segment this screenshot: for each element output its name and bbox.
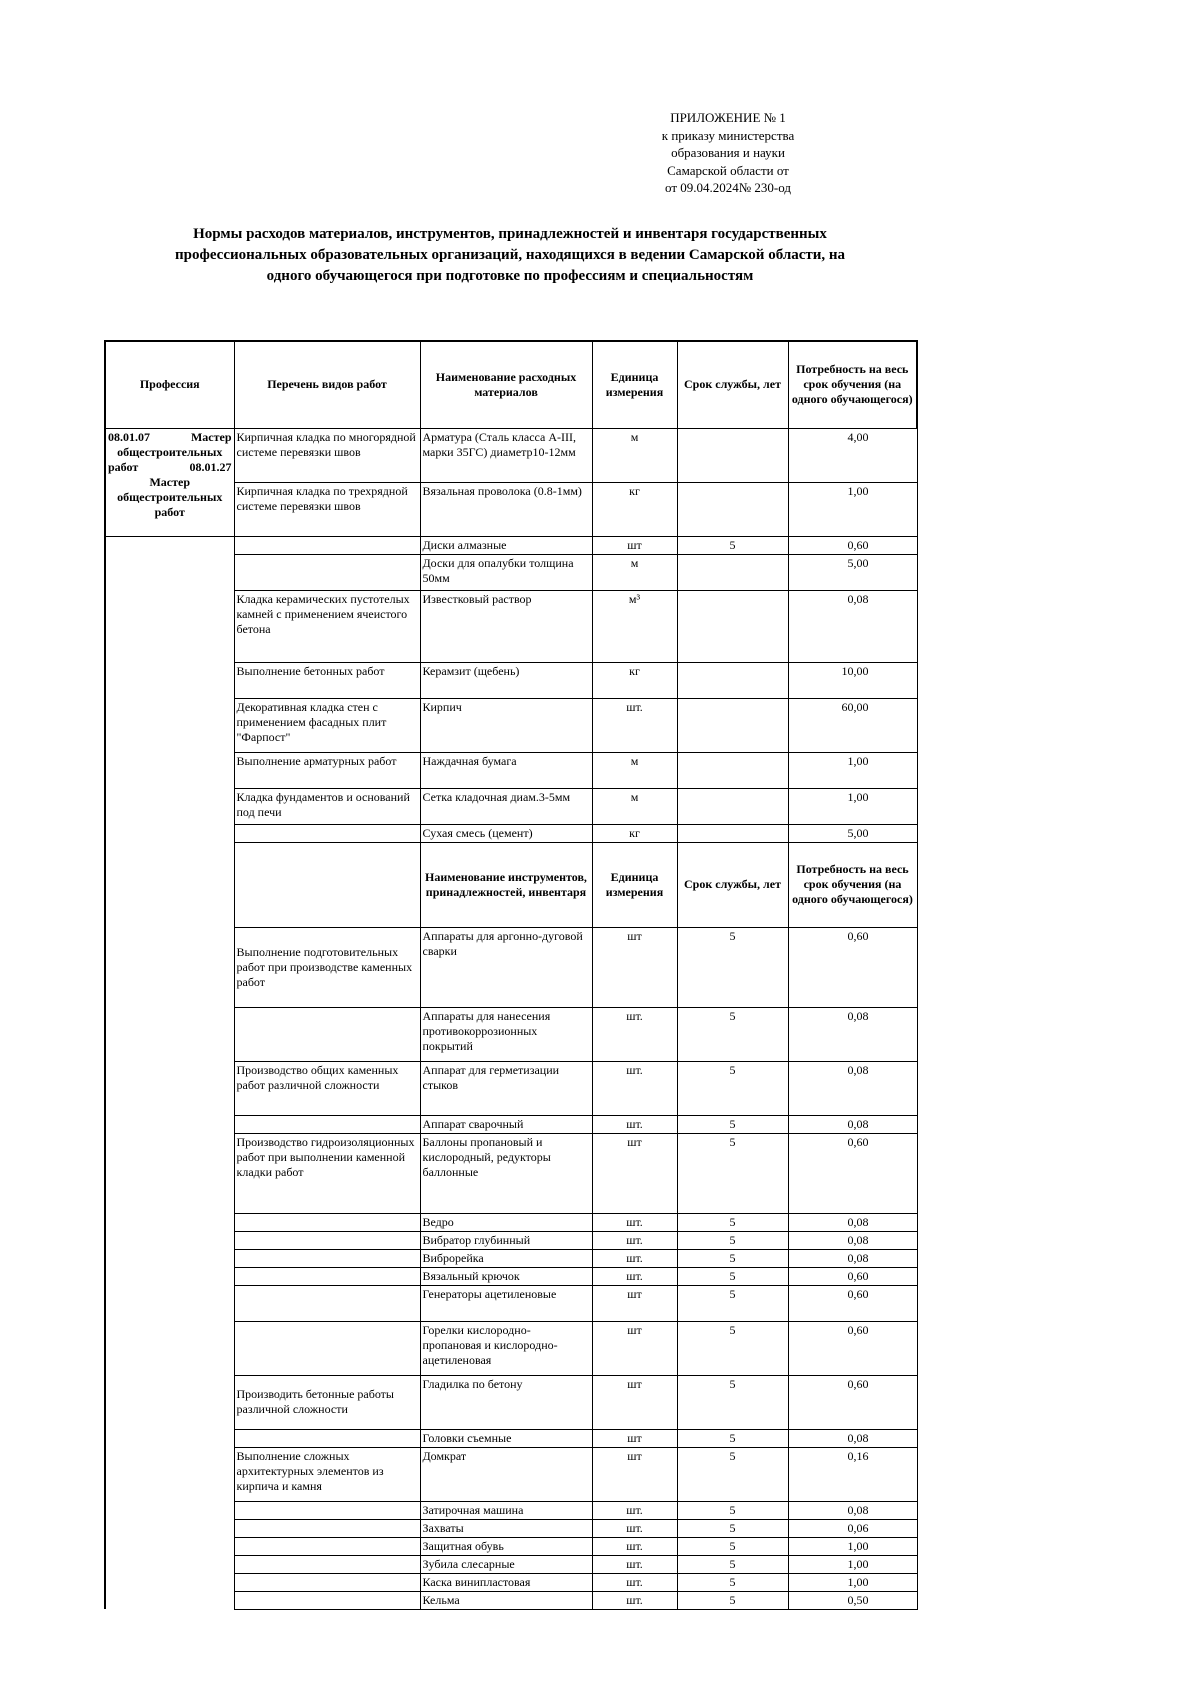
header-service-life: Срок службы, лет — [677, 842, 788, 927]
material-name-cell: Керамзит (щебень) — [420, 662, 592, 698]
appendix-line: к приказу министерства — [661, 127, 795, 143]
need-cell: 60,00 — [788, 698, 917, 752]
need-cell: 0,08 — [788, 1249, 917, 1267]
tool-name-cell: Горелки кислородно-пропановая и кислородно-ацетиленовая — [420, 1321, 592, 1375]
need-cell: 0,08 — [788, 1007, 917, 1061]
need-cell: 0,08 — [788, 590, 917, 662]
profession-cell-empty — [105, 1537, 234, 1555]
unit-cell: шт. — [592, 1573, 677, 1591]
work-cell — [234, 1231, 420, 1249]
work-cell — [234, 1007, 420, 1061]
work-cell: Кирпичная кладка по трехрядной системе перевязки швов — [234, 482, 420, 536]
profession-cell-empty — [105, 1447, 234, 1501]
profession-line — [108, 475, 232, 490]
header-profession: Профессия — [105, 341, 234, 428]
service-life-cell: 5 — [677, 1537, 788, 1555]
profession-line — [108, 460, 232, 475]
tool-name-cell: Ведро — [420, 1213, 592, 1231]
profession-cell-empty — [105, 927, 234, 1007]
profession-text: 08.01.27 — [189, 459, 232, 474]
work-cell — [234, 1321, 420, 1375]
tools-row — [105, 1429, 917, 1447]
service-life-cell: 5 — [677, 536, 788, 554]
tools-row — [105, 1061, 917, 1115]
work-cell: Выполнение подготовительных работ при производстве каменных работ — [234, 927, 420, 1007]
tools-row — [105, 1519, 917, 1537]
work-cell — [234, 1285, 420, 1321]
unit-cell: шт. — [592, 1249, 677, 1267]
unit-cell: м — [592, 788, 677, 824]
service-life-cell — [677, 752, 788, 788]
header-materials-name: Наименование расходных материалов — [420, 341, 592, 428]
profession-cell-empty — [105, 1133, 234, 1213]
service-life-cell: 5 — [677, 1447, 788, 1501]
material-name-cell: Арматура (Сталь класса А-III, марки 35ГС) диаметр10-12мм — [420, 428, 592, 482]
need-cell: 0,60 — [788, 1267, 917, 1285]
work-cell: Кладка керамических пустотелых камней с применением ячеистого бетона — [234, 590, 420, 662]
service-life-cell: 5 — [677, 1213, 788, 1231]
need-cell: 5,00 — [788, 824, 917, 842]
tools-row — [105, 1321, 917, 1375]
work-cell: Кладка фундаментов и оснований под печи — [234, 788, 420, 824]
tool-name-cell: Аппараты для аргонно-дуговой сварки — [420, 927, 592, 1007]
tools-row — [105, 1285, 917, 1321]
need-cell: 0,06 — [788, 1519, 917, 1537]
unit-cell: м³ — [592, 590, 677, 662]
unit-cell: шт — [592, 1133, 677, 1213]
profession-text: общестроительных — [117, 444, 223, 459]
norms-table-body — [105, 341, 917, 1609]
tool-name-cell: Виброрейка — [420, 1249, 592, 1267]
materials-row — [105, 662, 917, 698]
need-cell: 0,08 — [788, 1213, 917, 1231]
work-cell — [234, 1249, 420, 1267]
profession-cell-empty — [105, 1061, 234, 1115]
work-cell: Кирпичная кладка по многорядной системе перевязки швов — [234, 428, 420, 482]
unit-cell: шт. — [592, 1007, 677, 1061]
need-cell: 0,08 — [788, 1429, 917, 1447]
profession-text: Мастер — [190, 429, 232, 444]
profession-text: работ — [108, 459, 139, 474]
materials-row — [105, 824, 917, 842]
material-name-cell: Известковый раствор — [420, 590, 592, 662]
materials-row — [105, 590, 917, 662]
profession-cell-empty — [105, 1213, 234, 1231]
unit-cell: шт — [592, 1375, 677, 1429]
tools-row — [105, 1573, 917, 1591]
profession-line — [108, 445, 232, 460]
work-cell: Производство общих каменных работ различной сложности — [234, 1061, 420, 1115]
need-cell: 1,00 — [788, 788, 917, 824]
header-need: Потребность на весь срок обучения (на одного обучающегося) — [788, 842, 917, 927]
tool-name-cell: Вязальный крючок — [420, 1267, 592, 1285]
service-life-cell: 5 — [677, 1573, 788, 1591]
material-name-cell: Диски алмазные — [420, 536, 592, 554]
tools-row — [105, 927, 917, 1007]
tool-name-cell: Каска винипластовая — [420, 1573, 592, 1591]
profession-text: 08.01.07 — [108, 429, 150, 444]
header-tools-name: Наименование инструментов, принадлежностей, инвентаря — [420, 842, 592, 927]
need-cell: 1,00 — [788, 752, 917, 788]
work-cell — [234, 1429, 420, 1447]
unit-cell: шт. — [592, 1267, 677, 1285]
work-cell: Производить бетонные работы различной сложности — [234, 1375, 420, 1429]
work-cell: Выполнение сложных архитектурных элементов из кирпича и камня — [234, 1447, 420, 1501]
unit-cell: шт — [592, 927, 677, 1007]
unit-cell: шт. — [592, 1115, 677, 1133]
need-cell: 0,60 — [788, 1375, 917, 1429]
service-life-cell: 5 — [677, 1591, 788, 1609]
document-title-line: одного обучающегося при подготовке по профессиям и специальностям — [266, 268, 754, 284]
tools-row — [105, 1591, 917, 1609]
work-cell: Выполнение бетонных работ — [234, 662, 420, 698]
unit-cell: кг — [592, 482, 677, 536]
profession-cell-empty — [105, 1231, 234, 1249]
profession-line — [108, 430, 232, 445]
unit-cell: шт. — [592, 1501, 677, 1519]
header-need: Потребность на весь срок обучения (на одного обучающегося) — [788, 341, 917, 428]
profession-text: работ — [154, 504, 185, 519]
service-life-cell: 5 — [677, 1501, 788, 1519]
materials-row — [105, 752, 917, 788]
profession-cell-empty — [105, 788, 234, 824]
service-life-cell: 5 — [677, 1375, 788, 1429]
need-cell: 1,00 — [788, 1555, 917, 1573]
tool-name-cell: Затирочная машина — [420, 1501, 592, 1519]
profession-cell-empty — [105, 1501, 234, 1519]
tool-name-cell: Баллоны пропановый и кислородный, редукторы баллонные — [420, 1133, 592, 1213]
document-title — [90, 224, 930, 287]
header-service-life: Срок службы, лет — [677, 341, 788, 428]
service-life-cell: 5 — [677, 1133, 788, 1213]
service-life-cell — [677, 824, 788, 842]
unit-cell: кг — [592, 662, 677, 698]
profession-cell-empty — [105, 752, 234, 788]
need-cell: 0,60 — [788, 1321, 917, 1375]
work-cell — [234, 1537, 420, 1555]
tools-row — [105, 1115, 917, 1133]
service-life-cell: 5 — [677, 1007, 788, 1061]
need-cell: 0,08 — [788, 1061, 917, 1115]
service-life-cell: 5 — [677, 1267, 788, 1285]
tools-row — [105, 1375, 917, 1429]
tools-row — [105, 1537, 917, 1555]
tool-name-cell: Головки съемные — [420, 1429, 592, 1447]
need-cell: 0,60 — [788, 927, 917, 1007]
profession-cell-empty — [105, 1115, 234, 1133]
document-title-line: Нормы расходов материалов, инструментов, принадлежностей и инвентаря государственных — [193, 226, 827, 242]
materials-row — [105, 554, 917, 590]
tool-name-cell: Защитная обувь — [420, 1537, 592, 1555]
profession-cell-empty — [105, 1573, 234, 1591]
materials-row — [105, 536, 917, 554]
need-cell: 1,00 — [788, 1573, 917, 1591]
need-cell: 5,00 — [788, 554, 917, 590]
need-cell: 0,50 — [788, 1591, 917, 1609]
materials-row — [105, 698, 917, 752]
tool-name-cell: Аппараты для нанесения противокоррозионных покрытий — [420, 1007, 592, 1061]
header-unit: Единица измерения — [592, 341, 677, 428]
unit-cell: шт. — [592, 1213, 677, 1231]
tools-row — [105, 1249, 917, 1267]
profession-cell-empty — [105, 590, 234, 662]
profession-cell-empty — [105, 1321, 234, 1375]
unit-cell: шт. — [592, 1231, 677, 1249]
profession-cell-empty — [105, 1285, 234, 1321]
profession-cell-empty — [105, 536, 234, 554]
header-unit: Единица измерения — [592, 842, 677, 927]
need-cell: 1,00 — [788, 482, 917, 536]
service-life-cell: 5 — [677, 1061, 788, 1115]
profession-cell-empty — [105, 1375, 234, 1429]
work-cell — [234, 554, 420, 590]
profession-cell-empty — [105, 1519, 234, 1537]
need-cell: 0,08 — [788, 1501, 917, 1519]
unit-cell: шт. — [592, 698, 677, 752]
profession-cell-empty — [105, 1555, 234, 1573]
profession-cell-empty — [105, 824, 234, 842]
profession-line — [108, 490, 232, 505]
material-name-cell: Кирпич — [420, 698, 592, 752]
tools-row — [105, 1231, 917, 1249]
unit-cell: шт. — [592, 1519, 677, 1537]
need-cell: 0,60 — [788, 536, 917, 554]
tools-row — [105, 1007, 917, 1061]
need-cell: 0,08 — [788, 1115, 917, 1133]
profession-cell-empty — [105, 1429, 234, 1447]
profession-cell-empty — [105, 842, 234, 927]
appendix-line: ПРИЛОЖЕНИЕ № 1 — [670, 110, 786, 125]
work-cell — [234, 1267, 420, 1285]
service-life-cell: 5 — [677, 1231, 788, 1249]
work-cell — [234, 1115, 420, 1133]
service-life-cell — [677, 482, 788, 536]
work-cell: Декоративная кладка стен с применением фасадных плит "Фарпост" — [234, 698, 420, 752]
unit-cell: шт — [592, 1447, 677, 1501]
profession-cell-empty — [105, 1267, 234, 1285]
tools-header-row — [105, 842, 917, 927]
tool-name-cell: Вибратор глубинный — [420, 1231, 592, 1249]
profession-line — [108, 505, 232, 520]
material-name-cell: Вязальная проволока (0.8-1мм) — [420, 482, 592, 536]
unit-cell: шт — [592, 1285, 677, 1321]
material-name-cell: Сетка кладочная диам.3-5мм — [420, 788, 592, 824]
tool-name-cell: Гладилка по бетону — [420, 1375, 592, 1429]
profession-cell-empty — [105, 1591, 234, 1609]
service-life-cell: 5 — [677, 1321, 788, 1375]
work-cell — [234, 1501, 420, 1519]
header-works: Перечень видов работ — [234, 341, 420, 428]
appendix-line: образования и науки — [671, 145, 785, 160]
service-life-cell: 5 — [677, 1285, 788, 1321]
materials-row — [105, 428, 917, 482]
appendix-line: от 09.04.2024№ 230-од — [665, 180, 791, 195]
service-life-cell: 5 — [677, 1519, 788, 1537]
unit-cell: м — [592, 554, 677, 590]
tool-name-cell: Кельма — [420, 1591, 592, 1609]
service-life-cell: 5 — [677, 1249, 788, 1267]
profession-text: общестроительных — [117, 489, 223, 504]
tools-row — [105, 1213, 917, 1231]
profession-cell — [105, 428, 234, 536]
document-title-line: профессиональных образовательных организаций, находящихся в ведении Самарской области, на — [174, 247, 846, 263]
profession-cell-empty — [105, 1249, 234, 1267]
service-life-cell: 5 — [677, 1115, 788, 1133]
work-cell — [234, 1573, 420, 1591]
tool-name-cell: Аппарат для герметизации стыков — [420, 1061, 592, 1115]
tools-row — [105, 1555, 917, 1573]
unit-cell: шт — [592, 536, 677, 554]
profession-cell-empty — [105, 662, 234, 698]
unit-cell: шт. — [592, 1061, 677, 1115]
appendix-line: Самарской области от — [667, 162, 789, 178]
tools-row — [105, 1267, 917, 1285]
need-cell: 0,60 — [788, 1285, 917, 1321]
need-cell: 0,60 — [788, 1133, 917, 1213]
profession-cell-empty — [105, 1007, 234, 1061]
unit-cell: шт. — [592, 1591, 677, 1609]
work-cell — [234, 1519, 420, 1537]
tools-row — [105, 1133, 917, 1213]
service-life-cell — [677, 428, 788, 482]
profession-cell-empty — [105, 698, 234, 752]
work-cell: Производство гидроизоляционных работ при выполнении каменной кладки работ — [234, 1133, 420, 1213]
materials-row — [105, 788, 917, 824]
unit-cell: шт. — [592, 1537, 677, 1555]
service-life-cell — [677, 788, 788, 824]
work-cell — [234, 824, 420, 842]
need-cell: 0,08 — [788, 1231, 917, 1249]
unit-cell: м — [592, 428, 677, 482]
service-life-cell: 5 — [677, 927, 788, 1007]
unit-cell: шт. — [592, 1555, 677, 1573]
work-cell — [234, 1555, 420, 1573]
material-name-cell: Сухая смесь (цемент) — [420, 824, 592, 842]
need-cell: 4,00 — [788, 428, 917, 482]
header-works-empty — [234, 842, 420, 927]
norms-table — [104, 340, 918, 1610]
unit-cell: шт — [592, 1321, 677, 1375]
tool-name-cell: Зубила слесарные — [420, 1555, 592, 1573]
need-cell: 1,00 — [788, 1537, 917, 1555]
unit-cell: м — [592, 752, 677, 788]
profession-text: Мастер — [149, 474, 191, 489]
tool-name-cell: Захваты — [420, 1519, 592, 1537]
tool-name-cell: Аппарат сварочный — [420, 1115, 592, 1133]
appendix-block — [648, 109, 808, 197]
need-cell: 0,16 — [788, 1447, 917, 1501]
profession-cell-empty — [105, 554, 234, 590]
material-name-cell: Наждачная бумага — [420, 752, 592, 788]
work-cell: Выполнение арматурных работ — [234, 752, 420, 788]
service-life-cell: 5 — [677, 1429, 788, 1447]
unit-cell: кг — [592, 824, 677, 842]
work-cell — [234, 1591, 420, 1609]
tool-name-cell: Генераторы ацетиленовые — [420, 1285, 592, 1321]
tools-row — [105, 1501, 917, 1519]
need-cell: 10,00 — [788, 662, 917, 698]
service-life-cell — [677, 698, 788, 752]
unit-cell: шт — [592, 1429, 677, 1447]
work-cell — [234, 1213, 420, 1231]
service-life-cell — [677, 554, 788, 590]
service-life-cell — [677, 662, 788, 698]
service-life-cell — [677, 590, 788, 662]
service-life-cell: 5 — [677, 1555, 788, 1573]
tools-row — [105, 1447, 917, 1501]
work-cell — [234, 536, 420, 554]
materials-header-row — [105, 341, 917, 428]
material-name-cell: Доски для опалубки толщина 50мм — [420, 554, 592, 590]
tool-name-cell: Домкрат — [420, 1447, 592, 1501]
